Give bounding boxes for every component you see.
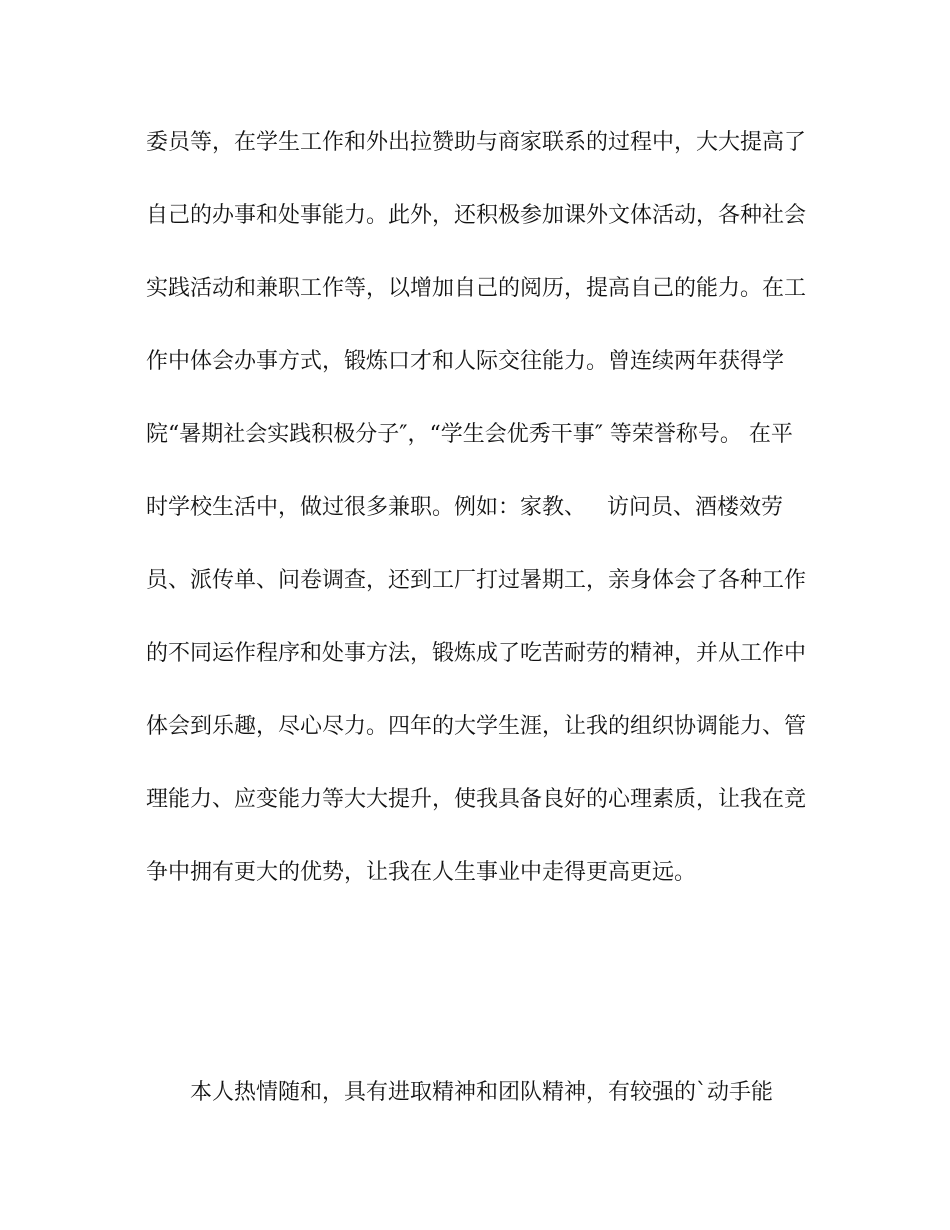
- paragraph-1-line-1: 委员等，在学生工作和外出拉赞助与商家联系的过程中，大大提高了: [146, 130, 807, 155]
- paragraph-1-line-8: 的不同运作程序和处事方法，锻炼成了吃苦耐劳的精神，并从工作中: [146, 641, 807, 666]
- paragraph-1-line-5: 院“暑期社会实践积极分子″，“学生会优秀干事″ 等荣誉称号。 在平: [146, 422, 793, 447]
- paragraph-1-line-7: 员、派传单、问卷调查，还到工厂打过暑期工，亲身体会了各种工作: [146, 568, 807, 593]
- paragraph-1-line-4: 作中体会办事方式，锻炼口才和人际交往能力。曾连续两年获得学: [146, 349, 785, 374]
- paragraph-1-line-6: 时学校生活中，做过很多兼职。例如：家教、 访问员、酒楼效劳: [146, 495, 783, 520]
- paragraph-2-line-1: 本人热情随和，具有进取精神和团队精神，有较强的`动手能: [190, 1080, 774, 1105]
- paragraph-1-line-3: 实践活动和兼职工作等，以增加自己的阅历，提高自己的能力。在工: [146, 276, 807, 301]
- paragraph-1-line-10: 理能力、应变能力等大大提升，使我具备良好的心理素质，让我在竞: [146, 787, 807, 812]
- paragraph-1-line-11: 争中拥有更大的优势，让我在人生事业中走得更高更远。: [146, 860, 697, 885]
- paragraph-1-line-9: 体会到乐趣，尽心尽力。四年的大学生涯，让我的组织协调能力、管: [146, 714, 807, 739]
- paragraph-1-line-2: 自己的办事和处事能力。此外，还积极参加课外文体活动，各种社会: [146, 203, 807, 228]
